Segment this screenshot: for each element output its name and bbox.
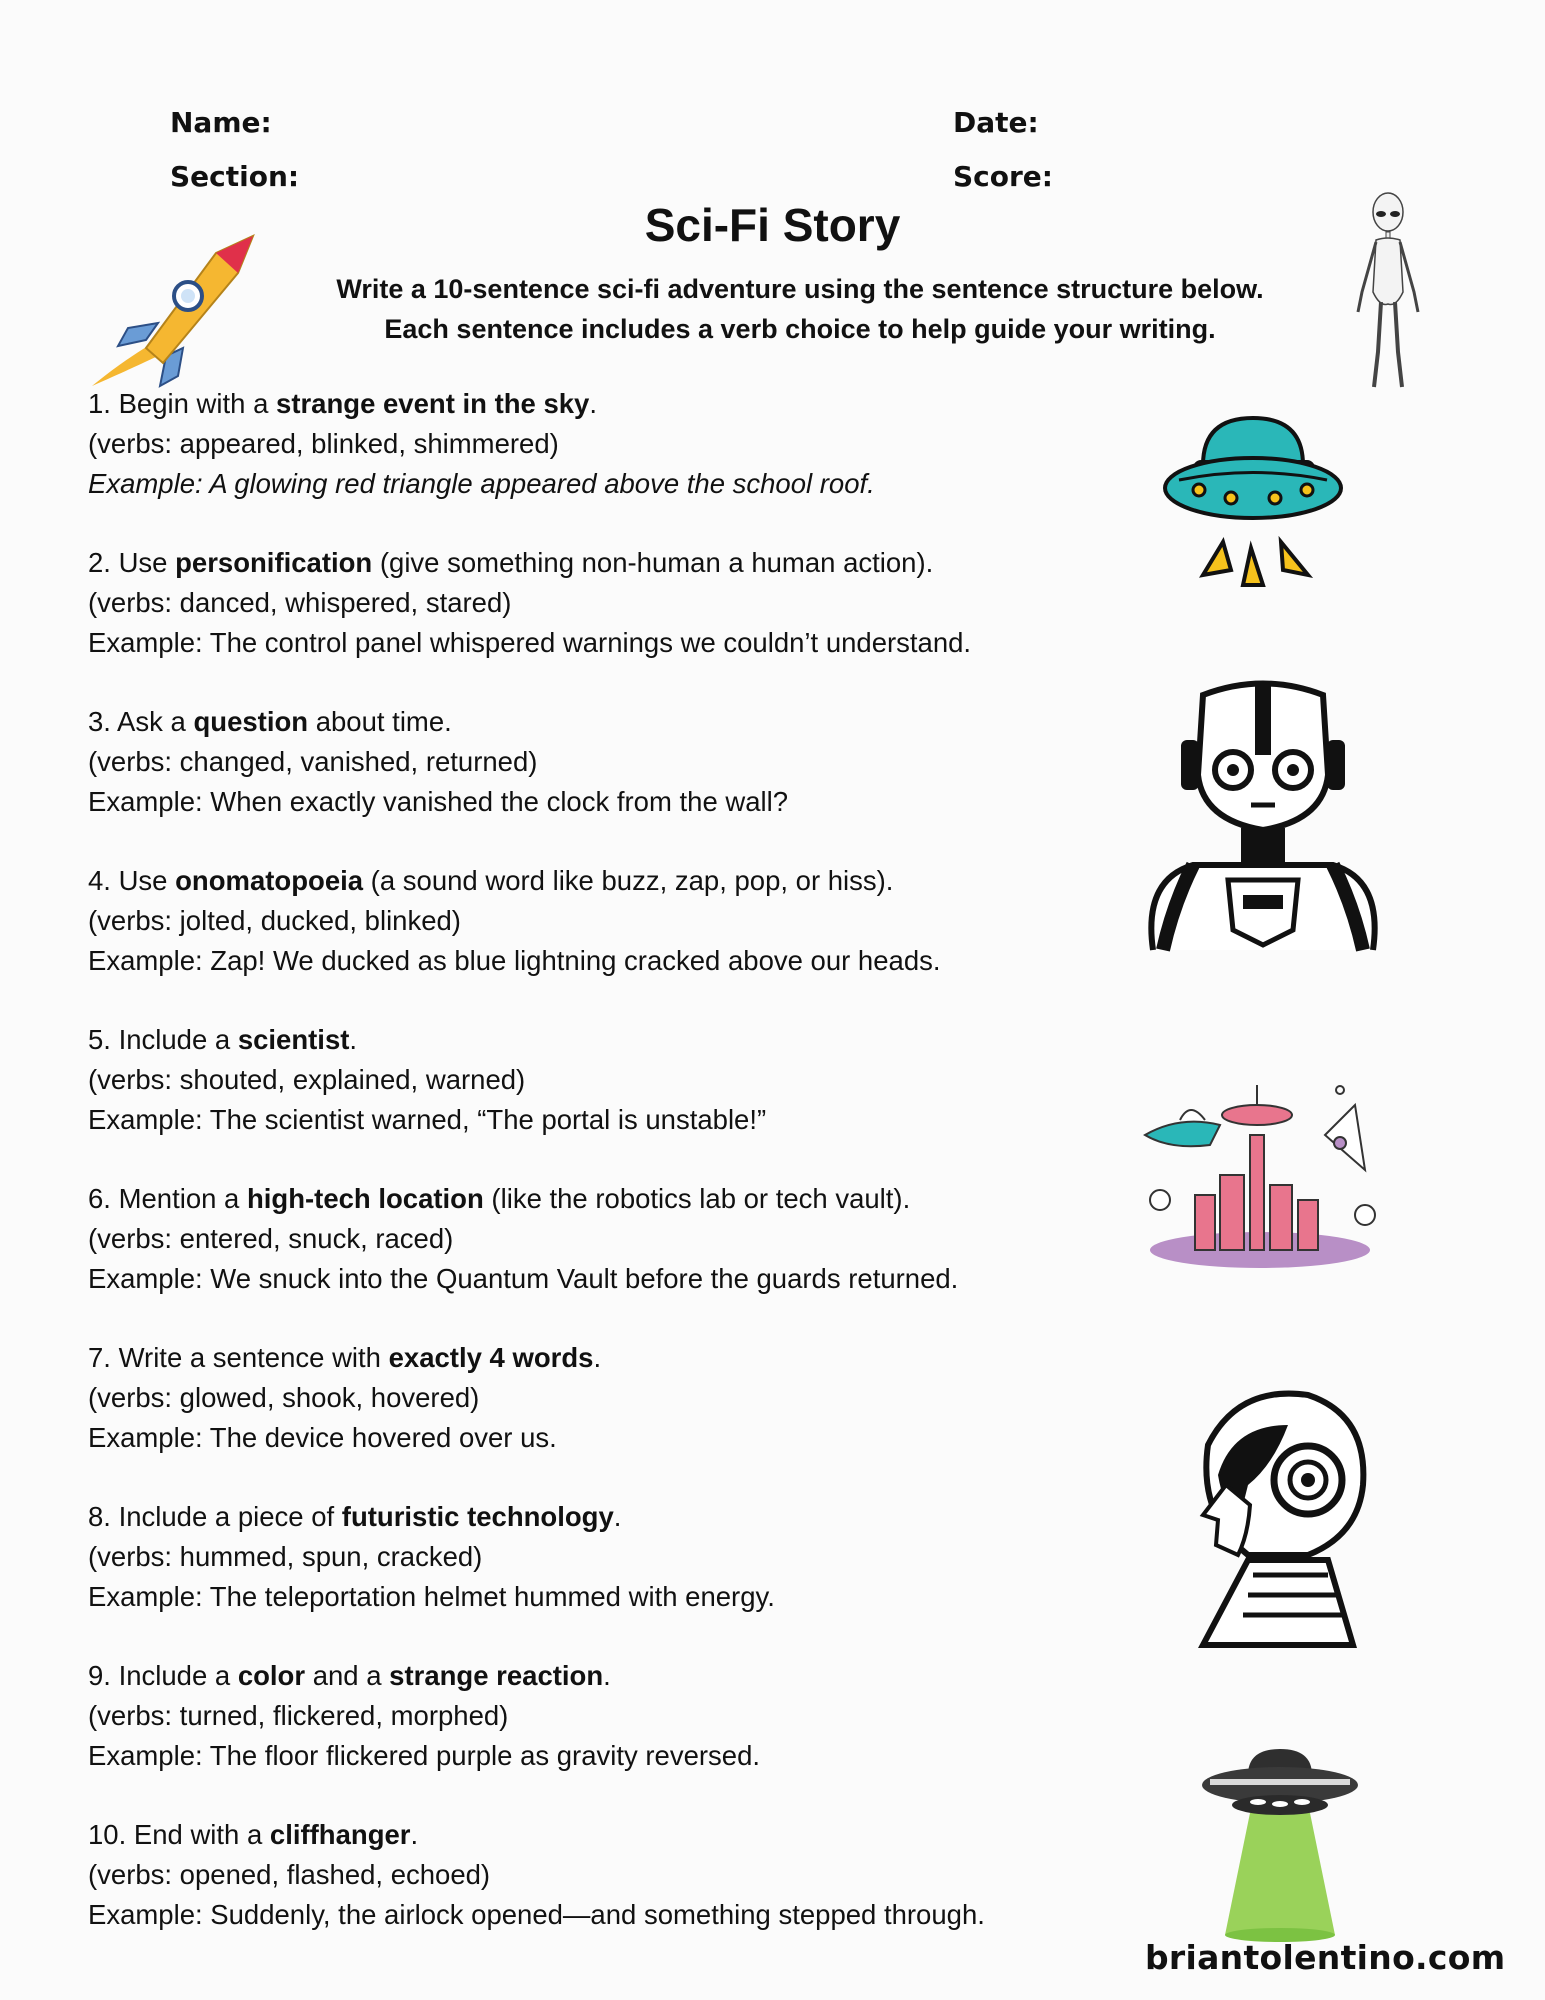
score-label: Score: <box>953 160 1053 193</box>
verbs-line: (verbs: appeared, blinked, shimmered) <box>88 428 559 459</box>
prompt-line: 4. Use onomatopoeia (a sound word like buzz, zap, pop, or hiss). <box>88 865 894 896</box>
prompt-item-3 <box>88 702 1138 861</box>
example-line: Example: The floor flickered purple as gravity reversed. <box>88 1740 761 1771</box>
instructions-line-1: Write a 10-sentence sci-fi adventure using the sentence structure below. <box>336 274 1264 304</box>
prompt-item-4 <box>88 861 1138 1020</box>
name-label: Name: <box>170 106 272 139</box>
prompt-item-1 <box>88 384 1138 543</box>
verbs-line: (verbs: danced, whispered, stared) <box>88 587 512 618</box>
prompt-item-5 <box>88 1020 1138 1179</box>
footer-website: briantolentino.com <box>1145 1938 1506 1977</box>
example-line: Example: When exactly vanished the clock from the wall? <box>88 786 789 817</box>
alien-icon <box>1348 192 1428 392</box>
prompt-line: 10. End with a cliffhanger. <box>88 1819 419 1850</box>
rocket-icon <box>88 228 258 388</box>
prompt-item-2 <box>88 543 1138 702</box>
prompt-line: 2. Use personification (give something non-human a human action). <box>88 547 934 578</box>
section-label: Section: <box>170 160 300 193</box>
prompt-line: 6. Mention a high-tech location (like the robotics lab or tech vault). <box>88 1183 911 1214</box>
example-line: Example: The device hovered over us. <box>88 1422 557 1453</box>
astronaut-woman-icon <box>1178 1385 1378 1650</box>
verbs-line: (verbs: changed, vanished, returned) <box>88 746 538 777</box>
prompt-line: 1. Begin with a strange event in the sky. <box>88 388 597 419</box>
example-line: Example: Suddenly, the airlock opened—and something stepped through. <box>88 1899 985 1930</box>
verbs-line: (verbs: jolted, ducked, blinked) <box>88 905 461 936</box>
verbs-line: (verbs: hummed, spun, cracked) <box>88 1541 483 1572</box>
verbs-line: (verbs: entered, snuck, raced) <box>88 1223 454 1254</box>
prompt-list <box>88 384 1138 1974</box>
prompt-line: 7. Write a sentence with exactly 4 words. <box>88 1342 602 1373</box>
page-title: Sci-Fi Story <box>644 199 901 251</box>
prompt-item-6 <box>88 1179 1138 1338</box>
prompt-line: 9. Include a color and a strange reaction. <box>88 1660 611 1691</box>
robot-icon <box>1133 680 1393 960</box>
example-line: Example: We snuck into the Quantum Vault before the guards returned. <box>88 1263 959 1294</box>
verbs-line: (verbs: glowed, shook, hovered) <box>88 1382 480 1413</box>
example-line: Example: The scientist warned, “The portal is unstable!” <box>88 1104 767 1135</box>
date-label: Date: <box>953 106 1039 139</box>
prompt-item-7 <box>88 1338 1138 1497</box>
verbs-line: (verbs: opened, flashed, echoed) <box>88 1859 491 1890</box>
prompt-line: 3. Ask a question about time. <box>88 706 452 737</box>
example-line: Example: Zap! We ducked as blue lightning cracked above our heads. <box>88 945 941 976</box>
ufo-icon <box>1163 410 1348 595</box>
prompt-item-9 <box>88 1656 1138 1815</box>
example-line: Example: The control panel whispered warnings we couldn’t understand. <box>88 627 972 658</box>
example-line: Example: A glowing red triangle appeared above the school roof. <box>88 468 875 499</box>
prompt-line: 5. Include a scientist. <box>88 1024 358 1055</box>
prompt-item-10 <box>88 1815 1138 1974</box>
verbs-line: (verbs: turned, flickered, morphed) <box>88 1700 509 1731</box>
ufo-beam-icon <box>1200 1745 1360 1945</box>
instructions-line-2: Each sentence includes a verb choice to help guide your writing. <box>384 314 1216 344</box>
prompt-item-8 <box>88 1497 1138 1656</box>
example-line: Example: The teleportation helmet hummed with energy. <box>88 1581 775 1612</box>
prompt-line: 8. Include a piece of futuristic technology. <box>88 1501 622 1532</box>
verbs-line: (verbs: shouted, explained, warned) <box>88 1064 526 1095</box>
futuristic-city-icon <box>1140 1075 1390 1300</box>
